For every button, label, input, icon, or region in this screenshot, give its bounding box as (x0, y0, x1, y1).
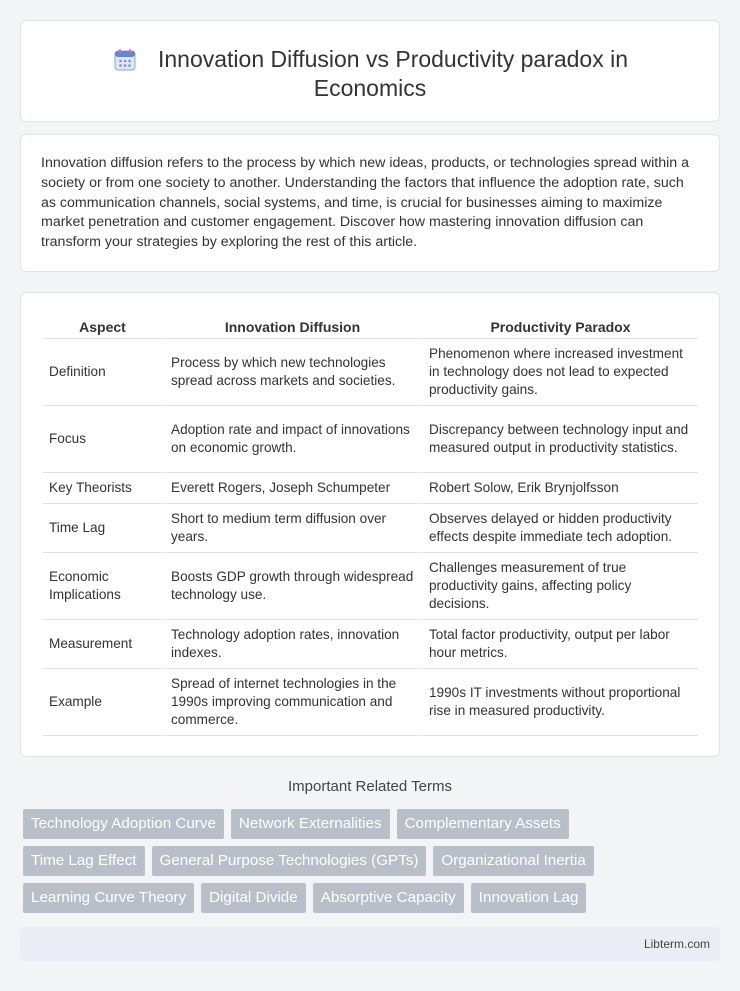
row-aspect: Key Theorists (43, 473, 162, 504)
tag-row (23, 809, 723, 839)
header-productivity-paradox: Productivity Paradox (420, 315, 698, 339)
row-productivity-paradox: Robert Solow, Erik Brynjolfsson (420, 473, 698, 504)
related-terms-title: Important Related Terms (288, 778, 452, 795)
footer-brand-link[interactable]: Libterm.com (643, 937, 710, 951)
row-aspect: Example (43, 669, 162, 736)
row-innovation-diffusion: Adoption rate and impact of innovations on economic growth. (162, 406, 420, 473)
row-aspect: Measurement (43, 620, 162, 669)
row-productivity-paradox: 1990s IT investments without proportional rise in measured productivity. (420, 669, 698, 736)
page-title: Innovation Diffusion vs Productivity paradox in (157, 46, 629, 72)
table-row (43, 553, 698, 620)
row-productivity-paradox: Observes delayed or hidden productivity effects despite immediate tech adoption. (420, 504, 698, 553)
row-innovation-diffusion: Spread of internet technologies in the 1990s improving communication and commerce. (162, 669, 420, 736)
intro-paragraph: Innovation diffusion refers to the process by which new ideas, products, or technologies spread within a society or from one society to another. Understanding the factors that influence the adoption rate, such as communication channels, social systems, and time, is crucial for businesses aiming to maximize market penetration and customer engagement. Discover how mastering innovation diffusion can transform your strategies by exploring the rest of this article. (41, 155, 690, 251)
table-row (43, 620, 698, 669)
tag-technology-adoption-curve[interactable]: Technology Adoption Curve (23, 809, 224, 839)
table-row (43, 473, 698, 504)
tag-general-purpose-technologies[interactable]: General Purpose Technologies (GPTs) (152, 846, 427, 876)
table-row (43, 339, 698, 406)
row-productivity-paradox: Phenomenon where increased investment in technology does not lead to expected productivity gains. (420, 339, 698, 406)
table-row (43, 504, 698, 553)
row-aspect: Economic Implications (43, 553, 162, 620)
row-aspect: Definition (43, 339, 162, 406)
tag-network-externalities[interactable]: Network Externalities (231, 809, 390, 839)
row-productivity-paradox: Challenges measurement of true productivity gains, affecting policy decisions. (420, 553, 698, 620)
title-line (21, 45, 719, 74)
tag-row (23, 846, 723, 876)
tag-row (23, 883, 723, 913)
comparison-card (20, 292, 720, 757)
tag-complementary-assets[interactable]: Complementary Assets (397, 809, 569, 839)
tag-learning-curve-theory[interactable]: Learning Curve Theory (23, 883, 194, 913)
footer (20, 927, 720, 961)
intro-card (20, 134, 720, 272)
calendar-icon (112, 47, 138, 73)
row-aspect: Time Lag (43, 504, 162, 553)
row-innovation-diffusion: Everett Rogers, Joseph Schumpeter (162, 473, 420, 504)
header-innovation-diffusion: Innovation Diffusion (162, 315, 420, 339)
row-innovation-diffusion: Technology adoption rates, innovation indexes. (162, 620, 420, 669)
row-productivity-paradox: Discrepancy between technology input and measured output in productivity statistics. (420, 406, 698, 473)
tag-digital-divide[interactable]: Digital Divide (201, 883, 306, 913)
tag-absorptive-capacity[interactable]: Absorptive Capacity (313, 883, 464, 913)
table-row (43, 669, 698, 736)
table-row (43, 406, 698, 473)
table-header-row (43, 315, 698, 339)
row-innovation-diffusion: Short to medium term diffusion over years. (162, 504, 420, 553)
header-aspect: Aspect (43, 315, 162, 339)
tag-organizational-inertia[interactable]: Organizational Inertia (433, 846, 593, 876)
comparison-table (43, 315, 698, 736)
row-productivity-paradox: Total factor productivity, output per labor hour metrics. (420, 620, 698, 669)
row-innovation-diffusion: Process by which new technologies spread across markets and societies. (162, 339, 420, 406)
page-title-line2: Economics (313, 75, 427, 101)
tag-innovation-lag[interactable]: Innovation Lag (471, 883, 587, 913)
title-card (20, 20, 720, 122)
row-aspect: Focus (43, 406, 162, 473)
tag-time-lag-effect[interactable]: Time Lag Effect (23, 846, 145, 876)
related-terms-tags (23, 809, 723, 920)
row-innovation-diffusion: Boosts GDP growth through widespread technology use. (162, 553, 420, 620)
